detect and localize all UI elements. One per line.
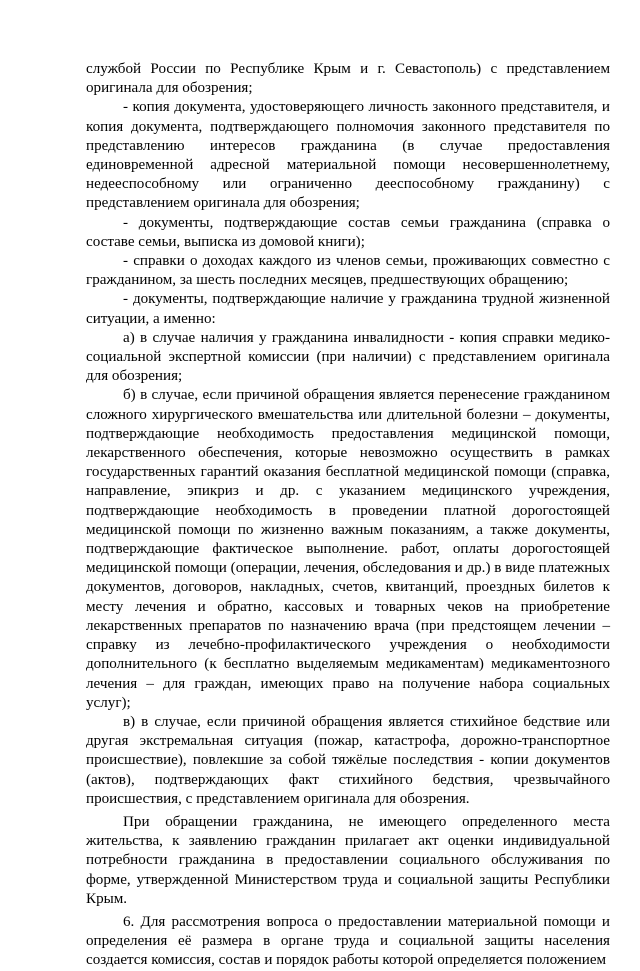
paragraph-income-certificates: - справки о доходах каждого из членов семьи, проживающих совместно с гражданином, за шесть последних месяцев, предшествующих обращению; — [86, 253, 610, 289]
paragraph-hardship-documents: - документы, подтверждающие наличие у гражданина трудной жизненной ситуации, а именно: — [86, 291, 610, 327]
paragraph-section-6-commission: 6. Для рассмотрения вопроса о предоставлении материальной помощи и определения её размера в органе труда и социальной защиты населения создается комиссия, состав и порядок работы которой определяется положением — [86, 913, 610, 969]
paragraph-representative-documents: - копия документа, удостоверяющего личность законного представителя, и копия документа, подтверждающего полномочия законного представителя по представлению интересов гражданина (в случае предоставления единовременной адресной материальной помощи несовершеннолетнему, недееспособному или ограниченно дееспособному гражданину) с представлением оригинала для обозрения; — [86, 99, 610, 212]
paragraph-homeless-citizen: При обращении гражданина, не имеющего определенного места жительства, к заявлению гражданин прилагает акт оценки индивидуальной потребности гражданина в предоставлении социального обслуживания по форме, утвержденной Министерством труда и социальной защиты Республики Крым. — [86, 813, 610, 907]
paragraph-item-v-disaster: в) в случае, если причиной обращения является стихийное бедствие или другая экстремальная ситуация (пожар, катастрофа, дорожно-транспортное происшествие), повлекшие за собой тяжёлые последствия - копии документов (актов), подтверждающих факт стихийного бедствия, чрезвычайного происшествия, с представлением оригинала для обозрения. — [86, 713, 610, 807]
document-page — [86, 60, 610, 971]
paragraph-item-a-disability: а) в случае наличия у гражданина инвалидности - копия справки медико-социальной экспертной комиссии (при наличии) с представлением оригинала для обозрения; — [86, 329, 610, 385]
paragraph-continuation: службой России по Республике Крым и г. Севастополь) с представлением оригинала для обозрения; — [86, 61, 610, 97]
paragraph-family-composition: - документы, подтверждающие состав семьи гражданина (справка о составе семьи, выписка из домовой книги); — [86, 214, 610, 250]
paragraph-item-b-medical: б) в случае, если причиной обращения является перенесение гражданином сложного хирургического вмешательства или длительной болезни – документы, подтверждающие необходимость предоставления медицинской помощи, лекарственного обеспечения, которые невозможно осуществить в рамках государственных гарантий оказания бесплатной медицинской помощи (справка, направление, эпикриз и др. с указанием медицинского учреждения, подтверждающие необходимость в проведении платной дорогостоящей медицинской помощи по жизненно важным показаниям, а также документы, подтверждающие фактическое выполнение. работ, оплаты дорогостоящей медицинской помощи (операции, лечения, обследования и др.) в виде платежных документов, договоров, накладных, счетов, квитанций, проездных билетов к месту лечения и обратно, кассовых и товарных чеков на приобретение лекарственных препаратов по назначению врача (при предстоящем лечении – справку из лечебно-профилактического учреждения о необходимости дополнительного (к бесплатно выделяемым медикаментам) медикаментозного лечения – для граждан, имеющих право на получение набора социальных услуг); — [86, 387, 610, 711]
